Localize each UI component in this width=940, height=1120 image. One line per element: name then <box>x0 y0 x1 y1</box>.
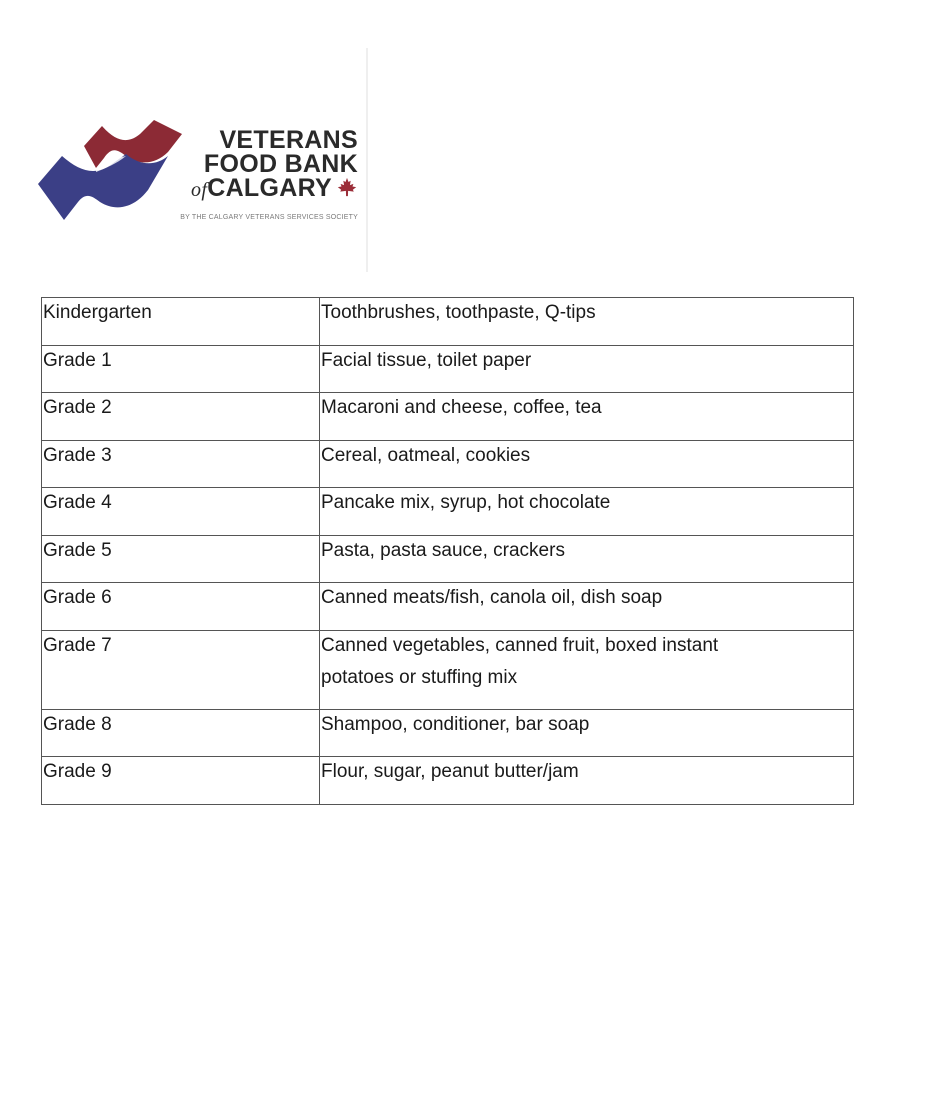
items-cell <box>320 298 854 346</box>
table-row <box>42 757 854 805</box>
grade-cell <box>42 535 320 583</box>
items-cell <box>320 440 854 488</box>
grade-label: Grade 8 <box>43 713 112 735</box>
grade-label: Grade 4 <box>43 492 112 513</box>
items-cell <box>320 535 854 583</box>
grade-label: Grade 2 <box>43 397 112 418</box>
logo-calgary: CALGARY <box>207 174 332 202</box>
logo-line-food-bank: FOOD BANK <box>203 150 358 178</box>
items-label: Cereal, oatmeal, cookies <box>321 444 531 466</box>
items-cell <box>320 393 854 441</box>
grade-label: Grade 5 <box>43 539 112 561</box>
grade-label: Grade 9 <box>43 761 112 782</box>
table-row <box>42 440 854 488</box>
logo-line-calgary <box>168 176 358 202</box>
table-row <box>42 298 854 346</box>
items-label: Macaroni and cheese, coffee, tea <box>321 397 602 418</box>
items-cell <box>320 488 854 536</box>
grade-label: Kindergarten <box>43 302 152 323</box>
flag-wave-icon <box>36 116 186 228</box>
items-cell <box>320 345 854 393</box>
grade-cell <box>42 298 320 346</box>
grade-cell <box>42 393 320 441</box>
items-cell <box>320 709 854 757</box>
logo-tagline: BY THE CALGARY VETERANS SERVICES SOCIETY <box>180 214 358 221</box>
items-label: Flour, sugar, peanut butter/jam <box>321 761 579 782</box>
items-label: Canned meats/fish, canola oil, dish soap <box>321 587 663 608</box>
maple-leaf-icon <box>336 176 358 198</box>
items-cell <box>320 630 854 709</box>
items-label: Toothbrushes, toothpaste, Q-tips <box>321 302 596 323</box>
table-row <box>42 630 854 709</box>
grade-cell <box>42 757 320 805</box>
grade-label: Grade 7 <box>43 634 112 656</box>
grade-label: Grade 1 <box>43 349 112 371</box>
table-row <box>42 583 854 631</box>
grade-cell <box>42 345 320 393</box>
table-row <box>42 488 854 536</box>
items-label: Pancake mix, syrup, hot chocolate <box>321 492 611 513</box>
grade-label: Grade 6 <box>43 587 112 608</box>
grade-cell <box>42 709 320 757</box>
items-label: Facial tissue, toilet paper <box>321 349 532 371</box>
veterans-food-bank-logo <box>22 48 366 272</box>
logo-line-veterans: VETERANS <box>219 126 358 154</box>
table-row <box>42 709 854 757</box>
items-cell <box>320 757 854 805</box>
items-label: Canned vegetables, canned fruit, boxed instant potatoes or stuffing mix <box>321 634 719 688</box>
grade-cell <box>42 440 320 488</box>
grade-cell <box>42 630 320 709</box>
logo-of: of <box>191 179 208 201</box>
items-cell <box>320 583 854 631</box>
table-row <box>42 535 854 583</box>
table-row <box>42 345 854 393</box>
grade-cell <box>42 583 320 631</box>
table-row <box>42 393 854 441</box>
grade-label: Grade 3 <box>43 444 112 466</box>
items-label: Shampoo, conditioner, bar soap <box>321 713 590 735</box>
grade-cell <box>42 488 320 536</box>
logo-wordmark <box>168 128 358 202</box>
items-label: Pasta, pasta sauce, crackers <box>321 539 565 561</box>
grade-supply-table <box>41 297 854 805</box>
